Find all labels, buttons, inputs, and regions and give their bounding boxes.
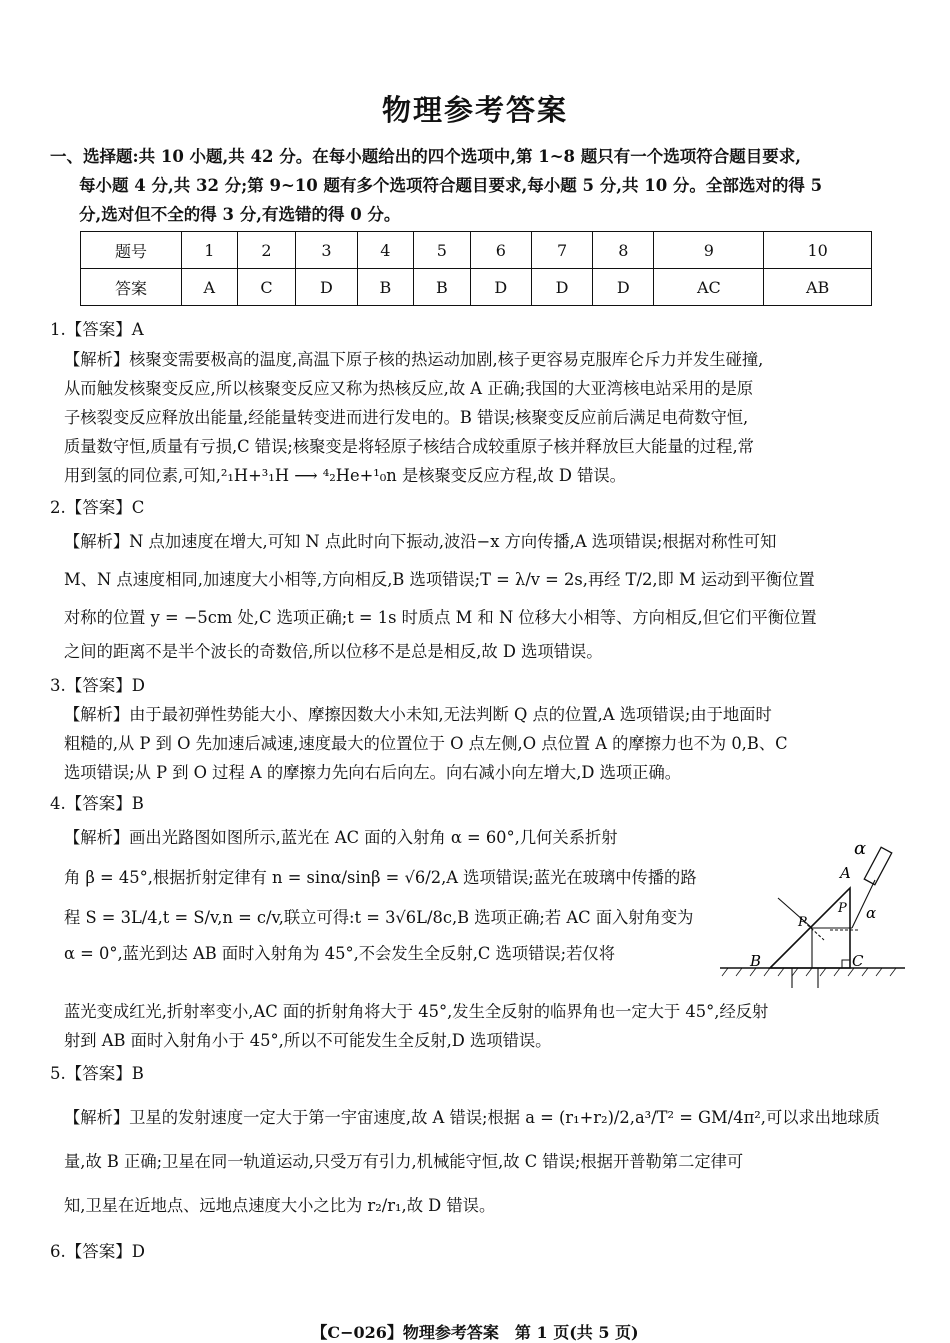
q4-line-3: 程 S = 3L/4,t = S/v,n = c/v,联立可得:t = 3√6L/8c,B 选项正确;若 AC 面入射角变为 (64, 908, 694, 927)
table-cell: D (593, 269, 654, 306)
q4-line-6: 射到 AB 面时入射角小于 45°,所以不可能发生全反射,D 选项错误。 (64, 1031, 552, 1050)
q5-line-3: 知,卫星在近地点、远地点速度大小之比为 r₂/r₁,故 D 错误。 (64, 1196, 496, 1215)
flashlight-icon (864, 847, 891, 884)
table-row-answers (81, 269, 872, 306)
q3-line-3: 选项错误;从 P 到 O 过程 A 的摩擦力先向右后向左。向右减小向左增大,D 选项正确。 (64, 763, 682, 782)
page-title: 物理参考答案 (381, 93, 568, 127)
label-c: C (852, 952, 864, 970)
table-cell: C (237, 269, 296, 306)
q2-line-1: 【解析】N 点加速度在增大,可知 N 点此时向下振动,波沿−x 方向传播,A 选项错误;根据对称性可知 (64, 532, 777, 551)
q2-explanation (64, 523, 904, 666)
table-cell: D (531, 269, 592, 306)
q6-answer-label: 6.【答案】D (50, 1242, 145, 1261)
label-p-1: P (798, 915, 807, 930)
q4-answer-label: 4.【答案】B (50, 794, 144, 813)
table-header-answer: 答案 (81, 269, 182, 306)
label-alpha-1: α (854, 838, 867, 859)
table-cell: 8 (593, 232, 654, 269)
label-p-2: P (838, 901, 847, 916)
q1-line-3: 子核裂变反应释放出能量,经能量转变进而进行发电的。B 错误;核聚变反应前后满足电荷数守恒, (64, 408, 749, 427)
q1-line-4: 质量数守恒,质量有亏损,C 错误;核聚变是将轻原子核结合成较重原子核并释放巨大能量的过程,常 (64, 437, 754, 456)
table-cell: 6 (470, 232, 531, 269)
table-cell: D (296, 269, 357, 306)
right-angle-mark (842, 960, 850, 968)
table-cell: AC (654, 269, 764, 306)
table-cell: 3 (296, 232, 357, 269)
label-b: B (750, 952, 762, 970)
table-header-number: 题号 (81, 232, 182, 269)
table-cell: 1 (182, 232, 238, 269)
q2-line-2: M、N 点速度相同,加速度大小相等,方向相反,B 选项错误;T = λ/v = 2s,再经 T/2,即 M 运动到平衡位置 (64, 570, 815, 589)
q1-answer-label: 1.【答案】A (50, 320, 144, 339)
q4-line-5: 蓝光变成红光,折射率变小,AC 面的折射角将大于 45°,发生全反射的临界角也一定大于 45°,经反射 (64, 1002, 769, 1021)
q4-explanation-bottom (64, 997, 904, 1055)
q3-answer-label: 3.【答案】D (50, 676, 145, 695)
page-footer: 【C−026】物理参考答案 第 1 页(共 5 页) (311, 1323, 639, 1342)
table-cell: B (414, 269, 471, 306)
table-cell: AB (764, 269, 872, 306)
q1-line-2: 从而触发核聚变反应,所以核聚变反应又称为热核反应,故 A 正确;我国的大亚湾核电站采用的是原 (64, 379, 754, 398)
q3-line-1: 【解析】由于最初弹性势能大小、摩擦因数大小未知,无法判断 Q 点的位置,A 选项错误;由于地面时 (64, 705, 772, 724)
table-cell: 7 (531, 232, 592, 269)
answer-table (80, 231, 872, 306)
table-cell: 5 (414, 232, 471, 269)
table-cell: D (470, 269, 531, 306)
q4-line-4: α = 0°,蓝光到达 AB 面时入射角为 45°,不会发生全反射,C 选项错误;若仅将 (64, 944, 615, 963)
q4-line-1: 【解析】画出光路图如图所示,蓝光在 AC 面的入射角 α = 60°,几何关系折射 (64, 828, 618, 847)
label-alpha-2: α (866, 904, 877, 922)
q2-line-4: 之间的距离不是半个波长的奇数倍,所以位移不是总是相反,故 D 选项错误。 (64, 642, 603, 661)
table-row-numbers (81, 232, 872, 269)
q1-line-1: 【解析】核聚变需要极高的温度,高温下原子核的热运动加剧,核子更容易克服库仑斥力并发生碰撞, (64, 350, 764, 369)
q4-line-2: 角 β = 45°,根据折射定律有 n = sinα/sinβ = √6/2,A 选项错误;蓝光在玻璃中传播的路 (64, 868, 697, 887)
light-path (778, 880, 875, 988)
table-cell: A (182, 269, 238, 306)
q5-line-1: 【解析】卫星的发射速度一定大于第一宇宙速度,故 A 错误;根据 a = (r₁+r₂)/2,a³/T² = GM/4π²,可以求出地球质 (64, 1108, 880, 1127)
q4-explanation-left (64, 818, 714, 970)
q1-line-5: 用到氢的同位素,可知,²₁H+³₁H ⟶ ⁴₂He+¹₀n 是核聚变反应方程,故 D 错误。 (64, 466, 626, 485)
prism-optical-path-diagram (720, 818, 905, 988)
intro-line-3: 分,选对但不全的得 3 分,有选错的得 0 分。 (79, 205, 401, 224)
table-cell: 10 (764, 232, 872, 269)
table-cell: B (357, 269, 414, 306)
q5-explanation (64, 1096, 904, 1228)
intro-line-2: 每小题 4 分,共 32 分;第 9~10 题有多个选项符合题目要求,每小题 5 分,共 10 分。全部选对的得 5 (79, 176, 823, 195)
q2-answer-label: 2.【答案】C (50, 498, 145, 517)
q5-line-2: 量,故 B 正确;卫星在同一轨道运动,只受万有引力,机械能守恒,故 C 错误;根据开普勒第二定律可 (64, 1152, 744, 1171)
table-cell: 4 (357, 232, 414, 269)
q3-line-2: 粗糙的,从 P 到 O 先加速后减速,速度最大的位置位于 O 点左侧,O 点位置 A 的摩擦力也不为 0,B、C (64, 734, 788, 753)
intro-line-1: 一、选择题:共 10 小题,共 42 分。在每小题给出的四个选项中,第 1~8 题只有一个选项符合题目要求, (50, 147, 801, 166)
section-intro (50, 142, 908, 229)
ground-hatch (722, 968, 896, 976)
label-a: A (840, 864, 851, 882)
q2-line-3: 对称的位置 y = −5cm 处,C 选项正确;t = 1s 时质点 M 和 N 位移大小相等、方向相反,但它们平衡位置 (64, 608, 817, 627)
table-cell: 9 (654, 232, 764, 269)
q3-explanation (64, 700, 904, 787)
q1-explanation (64, 345, 904, 490)
q5-answer-label: 5.【答案】B (50, 1064, 144, 1083)
table-cell: 2 (237, 232, 296, 269)
